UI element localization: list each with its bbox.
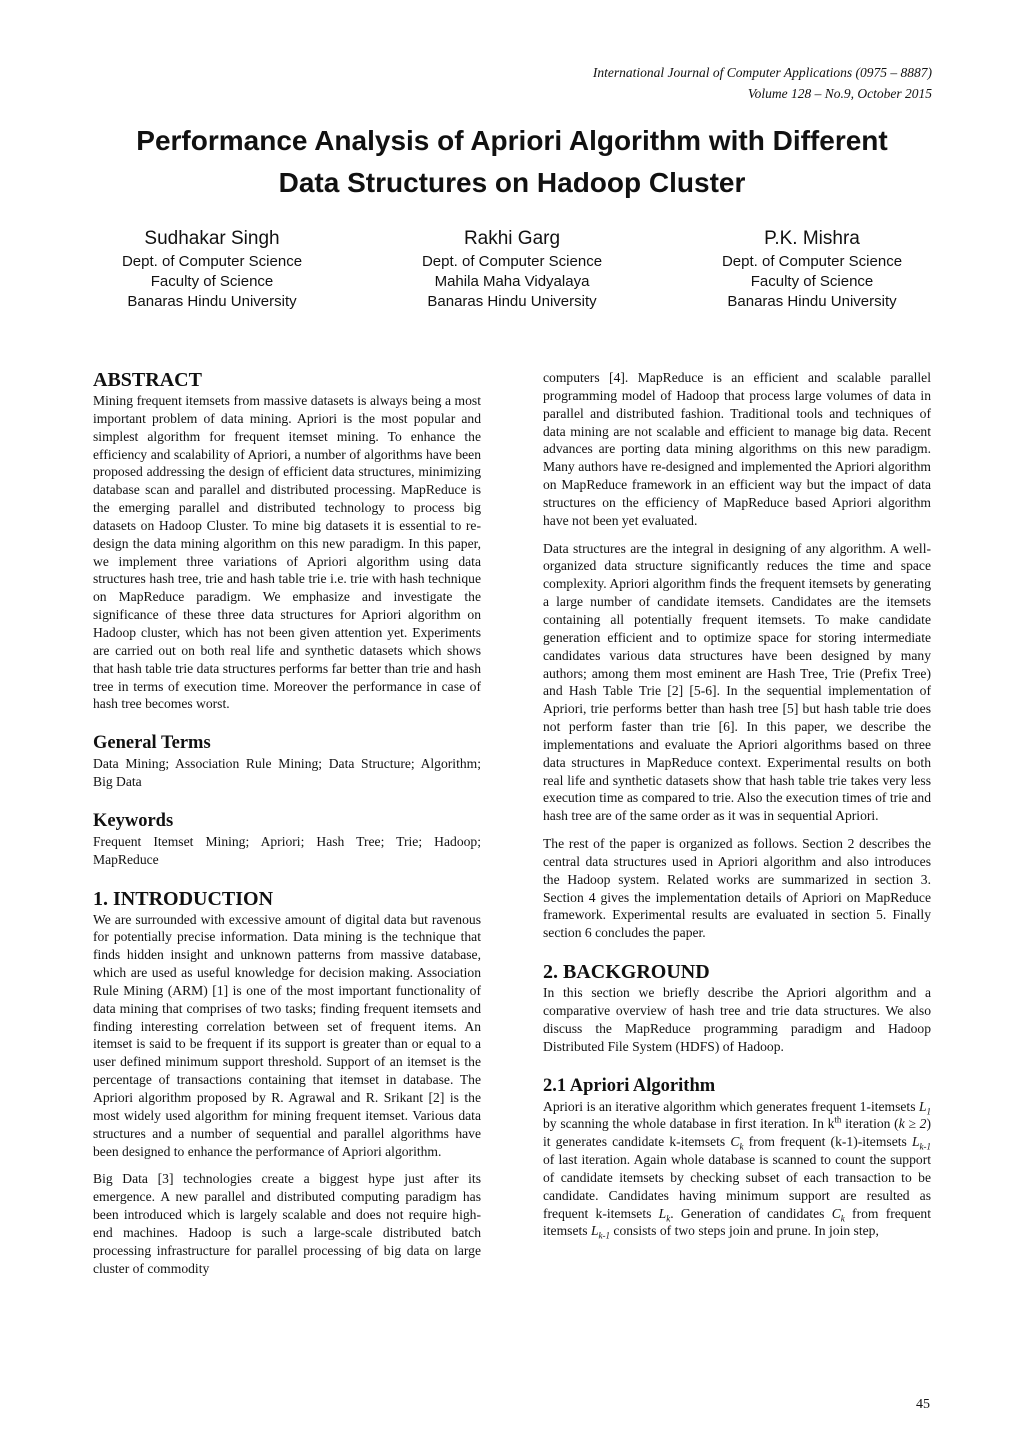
journal-name: International Journal of Computer Applications (0975 – 8887) bbox=[592, 65, 932, 80]
introduction-paragraph: computers [4]. MapReduce is an efficient and scalable parallel programming model of Hadoop that process large volumes of data in parallel and distributed fashion. Traditional tools and techniques of data mining are not scalable and efficient to manage big data. Recent advances are porting data mining algorithms on this new paradigm. Many authors have re-designed and implemented the Apriori algorithm on MapReduce framework in an efficient way but the impact of data structures on the efficiency of MapReduce based Apriori algorithm have not been yet evaluated. bbox=[543, 370, 931, 528]
author-faculty: Faculty of Science bbox=[750, 273, 874, 290]
keywords-heading: Keywords bbox=[93, 810, 174, 831]
author-faculty: Faculty of Science bbox=[150, 273, 274, 290]
apriori-heading: 2.1 Apriori Algorithm bbox=[543, 1075, 716, 1096]
author-dept: Dept. of Computer Science bbox=[421, 253, 603, 270]
abstract-text: Mining frequent itemsets from massive datasets is always being a most important problem of data mining. Apriori is the most popular and simplest algorithm for frequent itemset mining. To enhance the efficiency and scalability of Apriori, a number of algorithms have been proposed addressing the design of efficient data structures, minimizing database scan and parallel and distributed processing. MapReduce is the emerging parallel and distributed technology to process big datasets on Hadoop Cluster. To mine big datasets it is essential to re-design the data mining algorithm on this new paradigm. In this paper, we implement three variations of Apriori algorithm using data structures hash tree, trie and hash table trie i.e. trie with hash technique on MapReduce paradigm. We emphasize and investigate the significance of these three data structures for Apriori algorithm on Hadoop cluster, which has not been given attention yet. Experiments are carried out on both real life and synthetic datasets which shows that hash table trie data structures performs far better than trie and hash tree in terms of execution time. Moreover the performance in case of hash tree becomes worst. bbox=[93, 393, 481, 712]
background-text: In this section we briefly describe the Apriori algorithm and a comparative overview of hash tree and trie data structures. We also discuss the MapReduce programming paradigm and Hadoop Distributed File System (HDFS) of Hadoop. bbox=[543, 985, 931, 1054]
page-number: 45 bbox=[916, 1397, 930, 1412]
introduction-paragraph: Big Data [3] technologies create a biggest hype just after its emergence. A new parallel and distributed computing paradigm has been introduced which is largely scalable and does not require high-end machines. Hadoop is such a large-scale distributed batch processing infrastructure for parallel processing of big data on large cluster of commodity bbox=[93, 1171, 481, 1276]
introduction-paragraph: We are surrounded with excessive amount of digital data but ravenous for potentially precise information. Data mining is the technique that finds hidden insight and unknown patterns from massive database, which are used as useful knowledge for decision making. Association Rule Mining (ARM) [1] is one of the most important functionality of data mining that comprises of two tasks; finding frequent itemsets and finding interesting correlation between set of frequent items. An itemset is said to be frequent if its support is greater than or equal to a user defined minimum support threshold. Support of an itemset is the percentage of transactions containing that itemset in database. The Apriori algorithm proposed by R. Agrawal and R. Srikant [2] is the most widely used algorithm for mining frequent itemset. Various data structures and a number of sequential and parallel algorithms have been designed to enhance the performance of Apriori algorithm. bbox=[93, 911, 481, 1159]
keywords-text: Frequent Itemset Mining; Apriori; Hash Tree; Trie; Hadoop; MapReduce bbox=[93, 833, 481, 867]
left-column bbox=[93, 368, 481, 1287]
title-line-1: Performance Analysis of Apriori Algorithm with Different bbox=[136, 125, 888, 156]
author-dept: Dept. of Computer Science bbox=[721, 253, 903, 270]
general-terms-text: Data Mining; Association Rule Mining; Data Structure; Algorithm; Big Data bbox=[93, 756, 481, 790]
author-name: Sudhakar Singh bbox=[144, 228, 280, 249]
author-name: P.K. Mishra bbox=[764, 228, 860, 249]
journal-volume: Volume 128 – No.9, October 2015 bbox=[747, 86, 932, 101]
author-name: Rakhi Garg bbox=[463, 228, 561, 249]
introduction-paragraph: Data structures are the integral in designing of any algorithm. A well-organized data structure significantly reduces the time and space complexity. Apriori algorithm finds the frequent itemsets by generating a large number of candidate itemsets. Candidates are the itemsets containing all potentially frequent itemsets. To make candidate generation efficient and to optimize space for storing intermediate candidates various data structures have been designed by many authors; among them most eminent are Hash Tree, Trie (Prefix Tree) and Hash Table Trie [2] [5-6]. In the sequential implementation of Apriori, trie performs better than hash tree [5] but hash table trie does not perform faster than trie [6]. In this paper, we describe the implementations and evaluate the Apriori algorithms based on three data structures in MapReduce context. Experimental results on both real life and synthetic datasets show that hash table trie takes very less execution time as compared to trie. Also the execution times of trie and hash tree are of the same order as it was in sequential Apriori. bbox=[543, 540, 931, 824]
introduction-paragraph: The rest of the paper is organized as follows. Section 2 describes the central data structures used in Apriori algorithm and also introduces the Hadoop system. Related works are summarized in section 3. Section 4 gives the implementation details of Apriori on MapReduce framework. Experimental results are evaluated in section 5. Finally section 6 concludes the paper. bbox=[543, 836, 931, 941]
background-heading: 2. BACKGROUND bbox=[543, 961, 710, 984]
abstract-heading: ABSTRACT bbox=[93, 369, 202, 391]
author-dept: Dept. of Computer Science bbox=[121, 253, 303, 270]
author-block bbox=[682, 226, 942, 312]
title-line-2: Data Structures on Hadoop Cluster bbox=[278, 167, 746, 198]
author-block bbox=[82, 226, 342, 312]
journal-header bbox=[593, 62, 932, 104]
author-university: Banaras Hindu University bbox=[427, 293, 597, 310]
apriori-text: Apriori is an iterative algorithm which generates frequent 1-itemsets $L_1$ by scanning the whole database in first iteration. In $k^{th}$ iteration (k ≥ 2) it generates candidate k-itemsets $C_k$ from frequent (k-1)-itemsets $L_{k-1}$ of last iteration. Again whole database is scanned to count the support of candidate itemsets by checking subset of each transaction to be candidate. Candidates having minimum support are resulted as frequent k-itemsets $L_k$. Generation of candidates $C_k$ from frequent itemsets $L_{k-1}$ consists of two steps join and prune. In join step, bbox=[543, 1098, 932, 1242]
author-faculty: Mahila Maha Vidyalaya bbox=[434, 273, 590, 290]
author-university: Banaras Hindu University bbox=[727, 293, 897, 310]
general-terms-heading: General Terms bbox=[93, 733, 211, 754]
author-university: Banaras Hindu University bbox=[127, 293, 297, 310]
introduction-heading: 1. INTRODUCTION bbox=[93, 887, 274, 910]
right-column bbox=[543, 369, 931, 1250]
author-block bbox=[382, 226, 642, 312]
paper-title bbox=[60, 120, 964, 204]
